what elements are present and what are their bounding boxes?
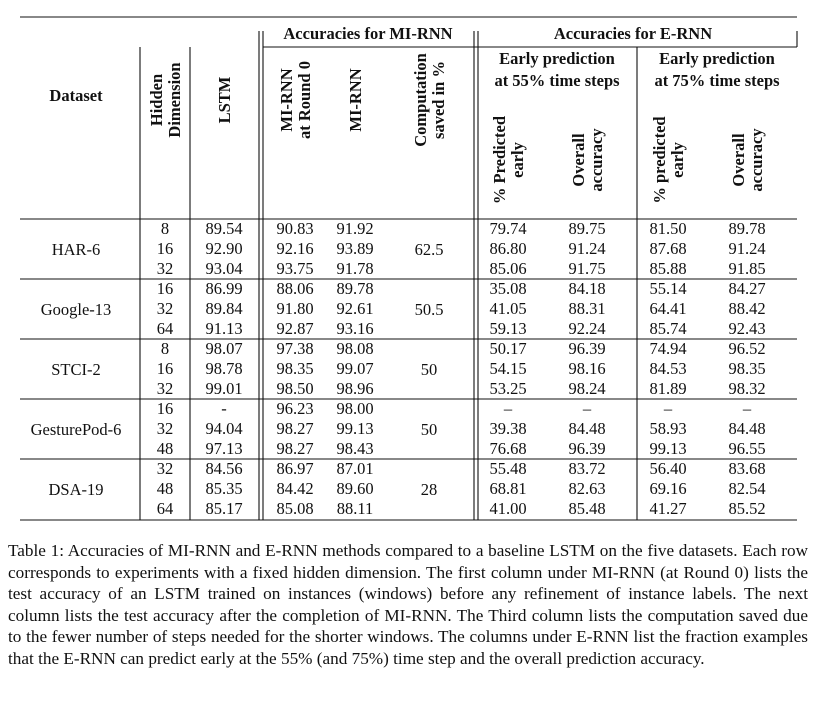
header-overall-55-line2: accuracy: [587, 128, 606, 192]
cell-g2-r1-c3: 88.06: [276, 279, 314, 298]
header-early55-line2: at 55% time steps: [494, 71, 620, 90]
cell-g2-r1-c4: 89.78: [336, 279, 374, 298]
computation-saved-3: 50: [420, 360, 438, 379]
cell-g2-r2-c8: 88.42: [728, 299, 766, 318]
header-hidden-dimension-line1: Hidden: [147, 73, 166, 127]
cell-g4-r1-c7: –: [663, 399, 673, 418]
header-computation-saved-line2: saved in %: [429, 61, 448, 139]
cell-g1-r2-c4: 93.89: [336, 239, 374, 258]
cell-g5-r3-c4: 88.11: [336, 499, 374, 518]
cell-g1-r1-c3: 90.83: [276, 219, 314, 238]
cell-g3-r1-c8: 96.52: [728, 339, 766, 358]
header-pct-predicted-75-line1: % predicted: [650, 116, 669, 204]
header-lstm: LSTM: [215, 76, 234, 124]
cell-g1-r3-c8: 91.85: [728, 259, 766, 278]
cell-g5-r1-c4: 87.01: [336, 459, 374, 478]
cell-g1-r1-c7: 81.50: [649, 219, 687, 238]
dataset-name-5: DSA-19: [48, 480, 104, 499]
cell-g5-r1-c8: 83.68: [728, 459, 766, 478]
cell-g4-r1-c4: 98.00: [336, 399, 374, 418]
cell-g4-r3-c6: 96.39: [568, 439, 606, 458]
cell-g4-r1-c8: –: [742, 399, 752, 418]
cell-g3-r1-c4: 98.08: [336, 339, 374, 358]
computation-saved-1: 62.5: [414, 240, 444, 259]
cell-g4-r2-c3: 98.27: [276, 419, 314, 438]
cell-g5-r2-c1: 48: [156, 479, 174, 498]
cell-g3-r3-c4: 98.96: [336, 379, 374, 398]
cell-g1-r3-c3: 93.75: [276, 259, 314, 278]
cell-g5-r3-c8: 85.52: [728, 499, 766, 518]
cell-g5-r1-c6: 83.72: [568, 459, 606, 478]
cell-g4-r3-c2: 97.13: [205, 439, 243, 458]
header-early55-line1: Early prediction: [499, 49, 615, 68]
dataset-name-3: STCI-2: [51, 360, 101, 379]
cell-g4-r1-c5: –: [503, 399, 513, 418]
cell-g4-r1-c1: 16: [156, 399, 174, 418]
cell-g3-r1-c6: 96.39: [568, 339, 606, 358]
dataset-name-4: GesturePod-6: [30, 420, 122, 439]
header-mirnn: MI-RNN: [346, 68, 365, 132]
cell-g2-r3-c4: 93.16: [336, 319, 374, 338]
cell-g4-r1-c3: 96.23: [276, 399, 314, 418]
cell-g5-r3-c3: 85.08: [276, 499, 314, 518]
cell-g1-r2-c5: 86.80: [489, 239, 527, 258]
cell-g3-r2-c7: 84.53: [649, 359, 687, 378]
cell-g2-r3-c2: 91.13: [205, 319, 243, 338]
cell-g3-r1-c1: 8: [160, 339, 170, 358]
cell-g1-r3-c5: 85.06: [489, 259, 527, 278]
cell-g3-r3-c8: 98.32: [728, 379, 766, 398]
cell-g2-r2-c7: 64.41: [649, 299, 687, 318]
cell-g1-r1-c6: 89.75: [568, 219, 606, 238]
header-pct-predicted-55-line1: % Predicted: [490, 115, 509, 205]
header-early75-line2: at 75% time steps: [654, 71, 780, 90]
cell-g1-r3-c4: 91.78: [336, 259, 374, 278]
cell-g3-r2-c6: 98.16: [568, 359, 606, 378]
cell-g2-r2-c1: 32: [156, 299, 174, 318]
cell-g2-r3-c7: 85.74: [649, 319, 687, 338]
cell-g4-r3-c3: 98.27: [276, 439, 314, 458]
cell-g4-r1-c6: –: [582, 399, 592, 418]
cell-g5-r2-c7: 69.16: [649, 479, 687, 498]
cell-g1-r2-c6: 91.24: [568, 239, 606, 258]
cell-g5-r3-c6: 85.48: [568, 499, 606, 518]
cell-g5-r2-c4: 89.60: [336, 479, 374, 498]
cell-g2-r3-c3: 92.87: [276, 319, 314, 338]
cell-g5-r3-c2: 85.17: [205, 499, 243, 518]
cell-g2-r2-c2: 89.84: [205, 299, 243, 318]
cell-g2-r2-c3: 91.80: [276, 299, 314, 318]
cell-g3-r3-c1: 32: [156, 379, 174, 398]
cell-g5-r3-c1: 64: [156, 499, 174, 518]
cell-g3-r3-c6: 98.24: [568, 379, 606, 398]
cell-g1-r2-c3: 92.16: [276, 239, 314, 258]
cell-g5-r1-c2: 84.56: [205, 459, 243, 478]
cell-g2-r1-c7: 55.14: [649, 279, 687, 298]
header-mirnn-round0-line1: MI-RNN: [277, 68, 296, 132]
cell-g1-r2-c8: 91.24: [728, 239, 766, 258]
header-overall-75-line2: accuracy: [747, 128, 766, 192]
cell-g3-r2-c8: 98.35: [728, 359, 766, 378]
cell-g3-r2-c2: 98.78: [205, 359, 243, 378]
cell-g4-r3-c5: 76.68: [489, 439, 527, 458]
cell-g1-r3-c7: 85.88: [649, 259, 687, 278]
header-group-mirnn: Accuracies for MI-RNN: [283, 24, 453, 43]
dataset-name-1: HAR-6: [51, 240, 101, 259]
cell-g3-r2-c5: 54.15: [489, 359, 527, 378]
cell-g3-r2-c1: 16: [156, 359, 174, 378]
cell-g2-r3-c8: 92.43: [728, 319, 766, 338]
cell-g1-r2-c7: 87.68: [649, 239, 687, 258]
cell-g4-r2-c6: 84.48: [568, 419, 606, 438]
cell-g1-r1-c1: 8: [160, 219, 170, 238]
cell-g2-r1-c1: 16: [156, 279, 174, 298]
cell-g4-r2-c7: 58.93: [649, 419, 687, 438]
cell-g5-r2-c6: 82.63: [568, 479, 606, 498]
cell-g5-r2-c8: 82.54: [728, 479, 766, 498]
cell-g5-r1-c5: 55.48: [489, 459, 527, 478]
cell-g4-r1-c2: -: [221, 399, 227, 418]
cell-g3-r2-c4: 99.07: [336, 359, 374, 378]
cell-g2-r3-c1: 64: [156, 319, 174, 338]
cell-g5-r2-c3: 84.42: [276, 479, 314, 498]
header-pct-predicted-55-line2: early: [508, 142, 527, 178]
header-overall-55-line1: Overall: [569, 133, 588, 187]
cell-g3-r3-c3: 98.50: [276, 379, 314, 398]
cell-g2-r3-c6: 92.24: [568, 319, 606, 338]
cell-g3-r3-c2: 99.01: [205, 379, 243, 398]
cell-g3-r3-c5: 53.25: [489, 379, 527, 398]
table-caption: Table 1: Accuracies of MI-RNN and E-RNN methods compared to a baseline LSTM on the five datasets. Each row corresponds to experiments with a fixed hidden dimension. The first column under MI-RNN (at Round 0) lists the test accuracy of an LSTM trained on instances (windows) before any refinement of instance labels. The next column lists the test accuracy after the completion of MI-RNN. The Third column lists the computation saved due to the fewer number of steps needed for the shorter windows. The columns under E-RNN list the fraction examples that the E-RNN can predict early at the 55% (and 75%) time step and the overall prediction accuracy.: [8, 541, 808, 668]
cell-g4-r2-c1: 32: [156, 419, 174, 438]
header-pct-predicted-75-line2: early: [668, 142, 687, 178]
cell-g1-r3-c2: 93.04: [205, 259, 243, 278]
cell-g4-r3-c7: 99.13: [649, 439, 687, 458]
cell-g1-r1-c5: 79.74: [489, 219, 527, 238]
cell-g5-r2-c2: 85.35: [205, 479, 243, 498]
header-early75-line1: Early prediction: [659, 49, 775, 68]
cell-g5-r1-c7: 56.40: [649, 459, 687, 478]
cell-g3-r2-c3: 98.35: [276, 359, 314, 378]
cell-g3-r1-c2: 98.07: [205, 339, 243, 358]
cell-g2-r1-c8: 84.27: [728, 279, 766, 298]
cell-g4-r3-c1: 48: [156, 439, 174, 458]
cell-g5-r3-c5: 41.00: [489, 499, 527, 518]
dataset-name-2: Google-13: [40, 300, 112, 319]
cell-g3-r1-c7: 74.94: [649, 339, 687, 358]
header-overall-75-line1: Overall: [729, 133, 748, 187]
cell-g1-r1-c4: 91.92: [336, 219, 374, 238]
cell-g5-r1-c3: 86.97: [276, 459, 314, 478]
cell-g2-r1-c6: 84.18: [568, 279, 606, 298]
cell-g4-r3-c8: 96.55: [728, 439, 766, 458]
cell-g1-r3-c6: 91.75: [568, 259, 606, 278]
cell-g2-r2-c6: 88.31: [568, 299, 606, 318]
cell-g4-r2-c4: 99.13: [336, 419, 374, 438]
cell-g3-r3-c7: 81.89: [649, 379, 687, 398]
header-computation-saved-line1: Computation: [411, 53, 430, 147]
header-group-ernn: Accuracies for E-RNN: [553, 24, 713, 43]
cell-g2-r3-c5: 59.13: [489, 319, 527, 338]
header-dataset: Dataset: [49, 86, 103, 105]
cell-g5-r2-c5: 68.81: [489, 479, 527, 498]
computation-saved-4: 50: [420, 420, 438, 439]
cell-g1-r2-c1: 16: [156, 239, 174, 258]
cell-g4-r2-c5: 39.38: [489, 419, 527, 438]
cell-g2-r1-c5: 35.08: [489, 279, 527, 298]
cell-g5-r3-c7: 41.27: [649, 499, 687, 518]
cell-g2-r2-c5: 41.05: [489, 299, 527, 318]
header-hidden-dimension-line2: Dimension: [165, 62, 184, 138]
cell-g1-r3-c1: 32: [156, 259, 174, 278]
computation-saved-5: 28: [420, 480, 438, 499]
cell-g2-r1-c2: 86.99: [205, 279, 243, 298]
cell-g4-r3-c4: 98.43: [336, 439, 374, 458]
cell-g1-r1-c2: 89.54: [205, 219, 243, 238]
cell-g5-r1-c1: 32: [156, 459, 174, 478]
cell-g4-r2-c2: 94.04: [205, 419, 243, 438]
computation-saved-2: 50.5: [414, 300, 444, 319]
header-mirnn-round0-line2: at Round 0: [295, 61, 314, 139]
cell-g1-r2-c2: 92.90: [205, 239, 243, 258]
cell-g2-r2-c4: 92.61: [336, 299, 374, 318]
cell-g3-r1-c5: 50.17: [489, 339, 527, 358]
cell-g3-r1-c3: 97.38: [276, 339, 314, 358]
cell-g4-r2-c8: 84.48: [728, 419, 766, 438]
cell-g1-r1-c8: 89.78: [728, 219, 766, 238]
